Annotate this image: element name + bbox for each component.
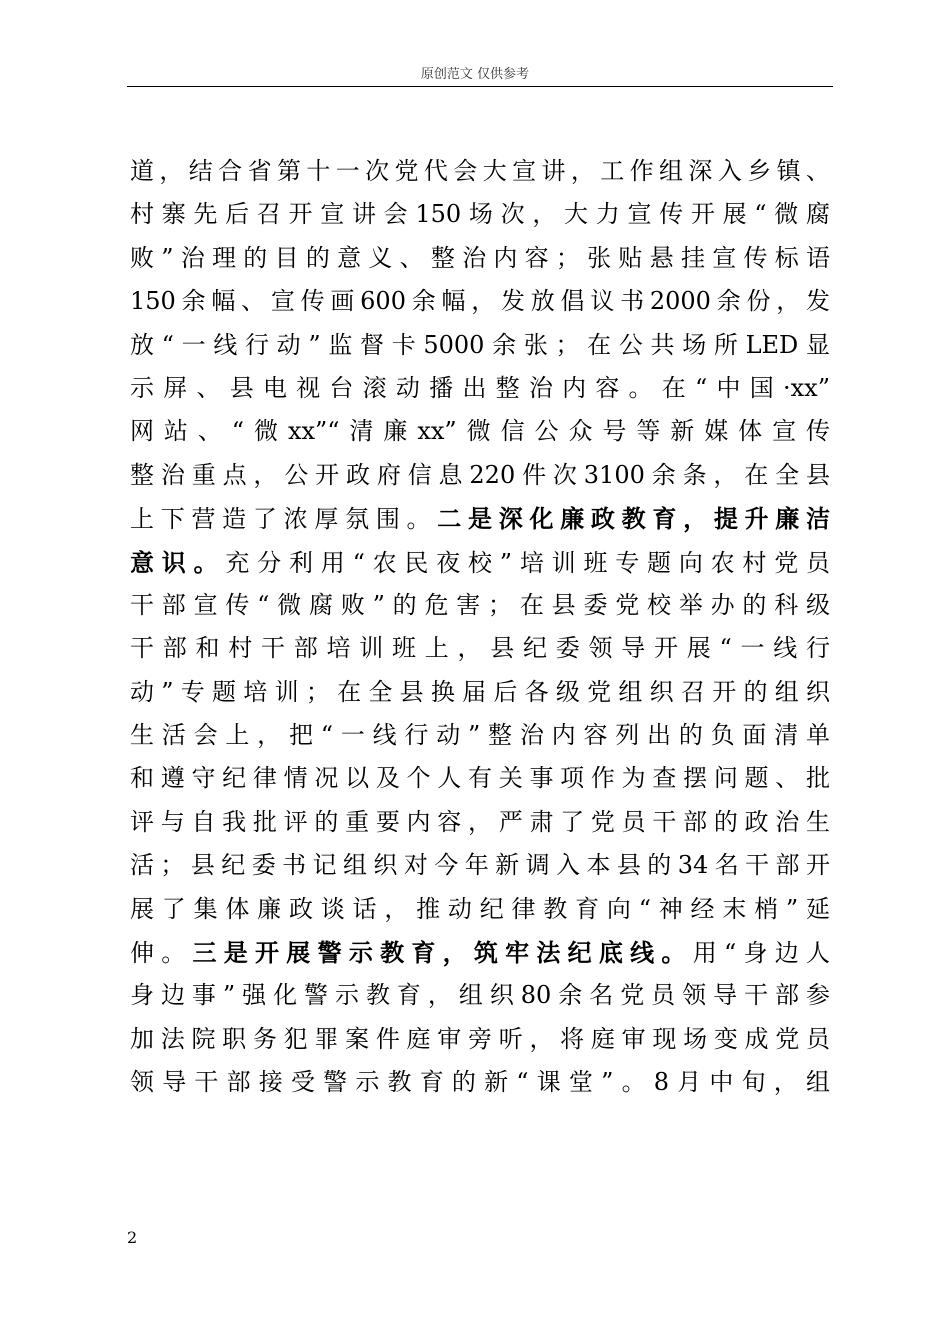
- text-line: [130, 497, 830, 540]
- text-segment: 身边事”强化警示教育，组织80余名党员领导干部参: [130, 981, 830, 1010]
- text-line: [130, 1018, 830, 1061]
- text-line: [130, 367, 830, 410]
- text-segment: 和遵守纪律情况以及个人有关事项作为查摆问题、批: [130, 764, 830, 793]
- text-line: [130, 150, 830, 193]
- text-segment: 示屏、县电视台滚动播出整治内容。在“中国·xx”: [130, 373, 830, 402]
- text-line: [130, 974, 830, 1017]
- text-segment: 生活会上，把“一线行动”整治内容列出的负面清单: [130, 721, 830, 750]
- text-line: [130, 584, 830, 627]
- text-line: [130, 454, 830, 497]
- page-header: 原创范文 仅供参考: [420, 67, 530, 82]
- text-line: [130, 757, 830, 800]
- text-segment: 充分利用“农民夜校”培训班专题向农村党员: [225, 548, 831, 577]
- text-segment: 网站、“微xx”“清廉xx”微信公众号等新媒体宣传: [130, 417, 830, 446]
- text-line: [130, 844, 830, 887]
- text-segment: 上下营造了浓厚氛围。: [130, 505, 438, 534]
- text-line: [130, 193, 830, 236]
- text-line: [130, 237, 830, 280]
- text-line: [130, 541, 830, 584]
- text-line: [130, 627, 830, 670]
- text-line: [130, 931, 830, 974]
- text-line: [130, 801, 830, 844]
- text-line: [130, 888, 830, 931]
- text-segment: 150余幅、宣传画600余幅，发放倡议书2000余份，发: [130, 287, 830, 316]
- bold-text-segment: 意识。: [130, 547, 226, 577]
- text-segment: 整治重点，公开政府信息220件次3100余条，在全县: [130, 460, 830, 489]
- text-segment: 道，结合省第十一次党代会大宣讲，工作组深入乡镇、: [130, 157, 830, 185]
- text-segment: 干部和村干部培训班上，县纪委领导开展“一线行: [130, 634, 830, 663]
- text-segment: 加法院职务犯罪案件庭审旁听，将庭审现场变成党员: [130, 1024, 830, 1053]
- text-segment: 用“身边人: [692, 939, 831, 968]
- text-line: [130, 671, 830, 714]
- page-number: 2: [127, 1228, 138, 1247]
- text-line: [130, 714, 830, 757]
- text-segment: 村寨先后召开宣讲会150场次，大力宣传开展“微腐: [130, 200, 830, 229]
- text-segment: 评与自我批评的重要内容，严肃了党员干部的政治生: [130, 807, 830, 836]
- body-paragraph: [130, 150, 830, 1105]
- bold-text-segment: 三是开展警示教育，筑牢法纪底线。: [192, 938, 693, 968]
- text-line: [130, 280, 830, 323]
- text-line: [130, 324, 830, 367]
- header-divider: [127, 86, 833, 87]
- bold-text-segment: 二是深化廉政教育，提升廉洁: [437, 504, 831, 534]
- text-line: [130, 1061, 830, 1104]
- text-line: [130, 410, 830, 453]
- text-segment: 伸。: [130, 939, 193, 968]
- text-segment: 干部宣传“微腐败”的危害；在县委党校举办的科级: [130, 590, 830, 619]
- text-segment: 放“一线行动”监督卡5000余张；在公共场所LED显: [130, 330, 830, 359]
- text-segment: 活；县纪委书记组织对今年新调入本县的34名干部开: [130, 851, 830, 880]
- text-segment: 败”治理的目的意义、整治内容；张贴悬挂宣传标语: [130, 243, 830, 272]
- text-segment: 领导干部接受警示教育的新“课堂”。8月中旬，组: [130, 1068, 830, 1097]
- text-segment: 展了集体廉政谈话，推动纪律教育向“神经末梢”延: [130, 894, 830, 923]
- text-segment: 动”专题培训；在全县换届后各级党组织召开的组织: [130, 677, 830, 706]
